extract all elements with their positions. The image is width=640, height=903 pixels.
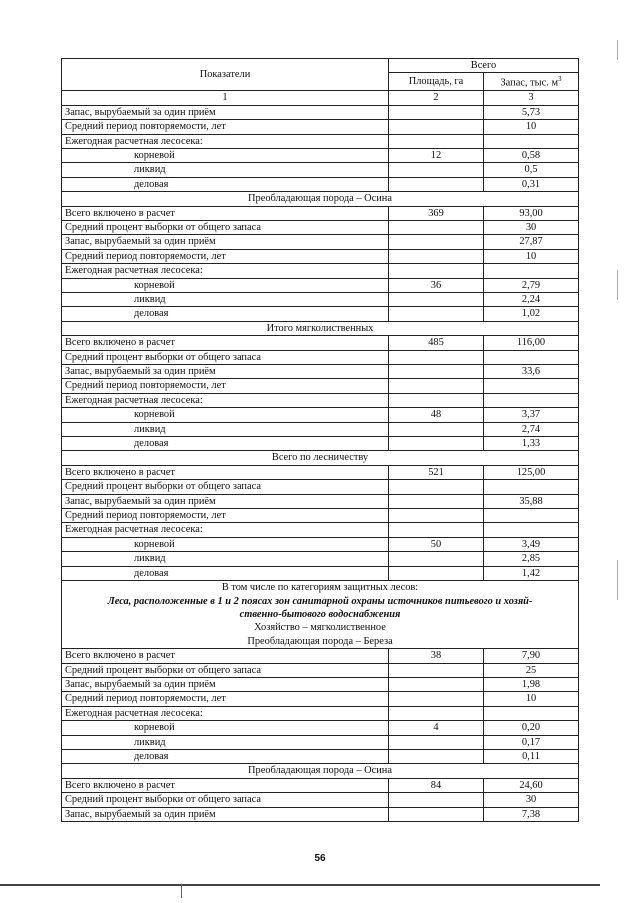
indicator-label: Всего включено в расчет xyxy=(62,465,389,479)
table-row xyxy=(62,134,579,148)
sub-indicator-label: ликвид xyxy=(62,163,389,177)
stock-value: 5,73 xyxy=(484,105,579,119)
category-title-line: Леса, расположенные в 1 и 2 поясах зон санитарной охраны источников питьевого и хозяй- xyxy=(107,595,533,607)
stock-value: 125,00 xyxy=(484,465,579,479)
sub-indicator-label: корневой xyxy=(62,721,389,735)
section-header: Преобладающая порода – Осина xyxy=(62,764,579,778)
area-value xyxy=(389,807,484,821)
margin-mark xyxy=(617,560,618,600)
stock-value xyxy=(484,509,579,523)
indicator-label: Запас, вырубаемый за один приём xyxy=(62,105,389,119)
stock-value: 2,24 xyxy=(484,292,579,306)
indicator-label: Средний процент выборки от общего запаса xyxy=(62,220,389,234)
area-value xyxy=(389,735,484,749)
table-row xyxy=(62,721,579,735)
section-header: Преобладающая порода – Осина xyxy=(62,192,579,206)
area-value: 521 xyxy=(389,465,484,479)
indicator-label: Всего включено в расчет xyxy=(62,206,389,220)
indicator-label: Ежегодная расчетная лесосека: xyxy=(62,706,389,720)
sub-indicator-label: деловая xyxy=(62,566,389,580)
table-row xyxy=(62,249,579,263)
stock-value: 27,87 xyxy=(484,235,579,249)
table-row xyxy=(62,494,579,508)
stock-value xyxy=(484,350,579,364)
table-row xyxy=(62,148,579,162)
scan-edge-tick xyxy=(181,884,182,898)
indicator-label: Запас, вырубаемый за один приём xyxy=(62,677,389,691)
table-row xyxy=(62,422,579,436)
stock-value: 1,02 xyxy=(484,307,579,321)
area-value xyxy=(389,379,484,393)
indicator-label: Запас, вырубаемый за один приём xyxy=(62,235,389,249)
stock-value: 7,90 xyxy=(484,649,579,663)
area-value xyxy=(389,509,484,523)
area-value xyxy=(389,264,484,278)
indicator-label: Средний период повторяемости, лет xyxy=(62,249,389,263)
total-header: Всего xyxy=(389,59,579,73)
indicator-label: Средний период повторяемости, лет xyxy=(62,379,389,393)
table-row xyxy=(62,365,579,379)
sub-indicator-label: деловая xyxy=(62,307,389,321)
area-value xyxy=(389,793,484,807)
table-row xyxy=(62,793,579,807)
table-row xyxy=(62,663,579,677)
area-value xyxy=(389,105,484,119)
table-row xyxy=(62,206,579,220)
stock-value: 93,00 xyxy=(484,206,579,220)
area-value xyxy=(389,163,484,177)
stock-value xyxy=(484,706,579,720)
area-value xyxy=(389,566,484,580)
table-row xyxy=(62,807,579,821)
table-row xyxy=(62,465,579,479)
sub-indicator-label: корневой xyxy=(62,278,389,292)
area-value: 36 xyxy=(389,278,484,292)
indicator-label: Всего включено в расчет xyxy=(62,336,389,350)
sub-indicator-label: ликвид xyxy=(62,292,389,306)
area-value xyxy=(389,663,484,677)
sub-indicator-label: корневой xyxy=(62,537,389,551)
area-value xyxy=(389,552,484,566)
table-row xyxy=(62,336,579,350)
area-value: 12 xyxy=(389,148,484,162)
indicator-label: Средний процент выборки от общего запаса xyxy=(62,793,389,807)
table-row xyxy=(62,408,579,422)
area-value xyxy=(389,480,484,494)
category-block-row xyxy=(62,581,579,649)
stock-value: 33,6 xyxy=(484,365,579,379)
section-header: Итого мягколиственных xyxy=(62,321,579,335)
table-row xyxy=(62,379,579,393)
indicator-label: Запас, вырубаемый за один приём xyxy=(62,365,389,379)
section-header-row xyxy=(62,192,579,206)
table-row xyxy=(62,523,579,537)
table-row xyxy=(62,552,579,566)
area-value xyxy=(389,134,484,148)
stock-value: 0,31 xyxy=(484,177,579,191)
stock-value xyxy=(484,134,579,148)
margin-mark xyxy=(617,40,618,60)
stock-value: 116,00 xyxy=(484,336,579,350)
stock-value xyxy=(484,523,579,537)
area-value xyxy=(389,437,484,451)
stock-value xyxy=(484,379,579,393)
sub-indicator-label: деловая xyxy=(62,437,389,451)
stock-value: 7,38 xyxy=(484,807,579,821)
column-number: 1 xyxy=(62,91,389,105)
scan-edge-line xyxy=(0,884,600,886)
table-row xyxy=(62,163,579,177)
margin-mark xyxy=(617,270,618,300)
table-row xyxy=(62,649,579,663)
table-row xyxy=(62,509,579,523)
area-value: 369 xyxy=(389,206,484,220)
table-row xyxy=(62,120,579,134)
table-row xyxy=(62,537,579,551)
table-row xyxy=(62,264,579,278)
stock-value xyxy=(484,393,579,407)
sub-indicator-label: корневой xyxy=(62,148,389,162)
stock-value: 35,88 xyxy=(484,494,579,508)
table-row xyxy=(62,566,579,580)
indicator-label: Всего включено в расчет xyxy=(62,778,389,792)
stock-value: 24,60 xyxy=(484,778,579,792)
header-row xyxy=(62,59,579,73)
table-row xyxy=(62,480,579,494)
stock-header-label: Запас, тыс. м xyxy=(500,77,559,89)
area-header: Площадь, га xyxy=(389,73,484,91)
area-value: 50 xyxy=(389,537,484,551)
indicator-label: Ежегодная расчетная лесосека: xyxy=(62,134,389,148)
table-row xyxy=(62,437,579,451)
stock-value: 30 xyxy=(484,793,579,807)
sub-indicator-label: ликвид xyxy=(62,552,389,566)
table-row xyxy=(62,292,579,306)
area-value xyxy=(389,235,484,249)
indicator-label: Средний процент выборки от общего запаса xyxy=(62,663,389,677)
table-row xyxy=(62,706,579,720)
indicator-label: Ежегодная расчетная лесосека: xyxy=(62,393,389,407)
stock-value: 0,20 xyxy=(484,721,579,735)
sub-indicator-label: ликвид xyxy=(62,422,389,436)
area-value xyxy=(389,249,484,263)
sub-indicator-label: ликвид xyxy=(62,735,389,749)
area-value: 84 xyxy=(389,778,484,792)
stock-value: 1,33 xyxy=(484,437,579,451)
stock-value: 0,58 xyxy=(484,148,579,162)
area-value xyxy=(389,692,484,706)
stock-value: 0,5 xyxy=(484,163,579,177)
table-row xyxy=(62,177,579,191)
area-value: 485 xyxy=(389,336,484,350)
area-value: 48 xyxy=(389,408,484,422)
stock-value: 10 xyxy=(484,120,579,134)
sub-indicator-label: корневой xyxy=(62,408,389,422)
indicator-label: Запас, вырубаемый за один приём xyxy=(62,807,389,821)
stock-value: 0,17 xyxy=(484,735,579,749)
table-row xyxy=(62,677,579,691)
table-row xyxy=(62,350,579,364)
sub-indicator-label: деловая xyxy=(62,177,389,191)
indicator-label: Средний процент выборки от общего запаса xyxy=(62,350,389,364)
stock-value: 25 xyxy=(484,663,579,677)
area-value xyxy=(389,177,484,191)
area-value: 38 xyxy=(389,649,484,663)
table-row xyxy=(62,393,579,407)
area-value xyxy=(389,706,484,720)
stock-header-sup: 3 xyxy=(558,75,562,84)
table-row xyxy=(62,220,579,234)
indicator-label: Ежегодная расчетная лесосека: xyxy=(62,264,389,278)
table-row xyxy=(62,235,579,249)
table-body xyxy=(62,105,579,821)
section-header: Всего по лесничеству xyxy=(62,451,579,465)
stock-value: 10 xyxy=(484,249,579,263)
table-row xyxy=(62,692,579,706)
indicator-label: Средний период повторяемости, лет xyxy=(62,692,389,706)
area-value xyxy=(389,749,484,763)
section-header-row xyxy=(62,321,579,335)
stock-value: 1,42 xyxy=(484,566,579,580)
section-header-row xyxy=(62,764,579,778)
table-row xyxy=(62,278,579,292)
stock-value xyxy=(484,480,579,494)
stock-value: 2,79 xyxy=(484,278,579,292)
stock-value: 1,98 xyxy=(484,677,579,691)
area-value: 4 xyxy=(389,721,484,735)
area-value xyxy=(389,677,484,691)
stock-value: 3,49 xyxy=(484,537,579,551)
category-title-line: ственно-бытового водоснабжения xyxy=(239,608,401,620)
category-line: Хозяйство – мягколиственное xyxy=(254,622,386,634)
indicator-header: Показатели xyxy=(62,59,389,91)
area-value xyxy=(389,220,484,234)
area-value xyxy=(389,494,484,508)
table-row xyxy=(62,105,579,119)
stock-value: 2,85 xyxy=(484,552,579,566)
indicator-label: Запас, вырубаемый за один приём xyxy=(62,494,389,508)
stock-value: 30 xyxy=(484,220,579,234)
section-header-row xyxy=(62,451,579,465)
table-row xyxy=(62,749,579,763)
column-number: 3 xyxy=(484,91,579,105)
stock-value: 2,74 xyxy=(484,422,579,436)
stock-header xyxy=(484,73,579,91)
stock-value: 10 xyxy=(484,692,579,706)
forest-data-table xyxy=(61,58,579,822)
sub-indicator-label: деловая xyxy=(62,749,389,763)
area-value xyxy=(389,365,484,379)
table-row xyxy=(62,735,579,749)
area-value xyxy=(389,393,484,407)
indicator-label: Всего включено в расчет xyxy=(62,649,389,663)
column-number-row xyxy=(62,91,579,105)
category-block xyxy=(62,581,579,649)
area-value xyxy=(389,120,484,134)
indicator-label: Ежегодная расчетная лесосека: xyxy=(62,523,389,537)
table-row xyxy=(62,307,579,321)
area-value xyxy=(389,307,484,321)
area-value xyxy=(389,350,484,364)
category-line: Преобладающая порода – Береза xyxy=(247,635,393,647)
indicator-label: Средний период повторяемости, лет xyxy=(62,120,389,134)
area-value xyxy=(389,422,484,436)
table-row xyxy=(62,778,579,792)
indicator-label: Средний процент выборки от общего запаса xyxy=(62,480,389,494)
stock-value xyxy=(484,264,579,278)
indicator-label: Средний период повторяемости, лет xyxy=(62,509,389,523)
stock-value: 3,37 xyxy=(484,408,579,422)
category-line: В том числе по категориям защитных лесов: xyxy=(221,582,419,594)
column-number: 2 xyxy=(389,91,484,105)
area-value xyxy=(389,523,484,537)
area-value xyxy=(389,292,484,306)
stock-value: 0,11 xyxy=(484,749,579,763)
page-number: 56 xyxy=(314,853,326,864)
